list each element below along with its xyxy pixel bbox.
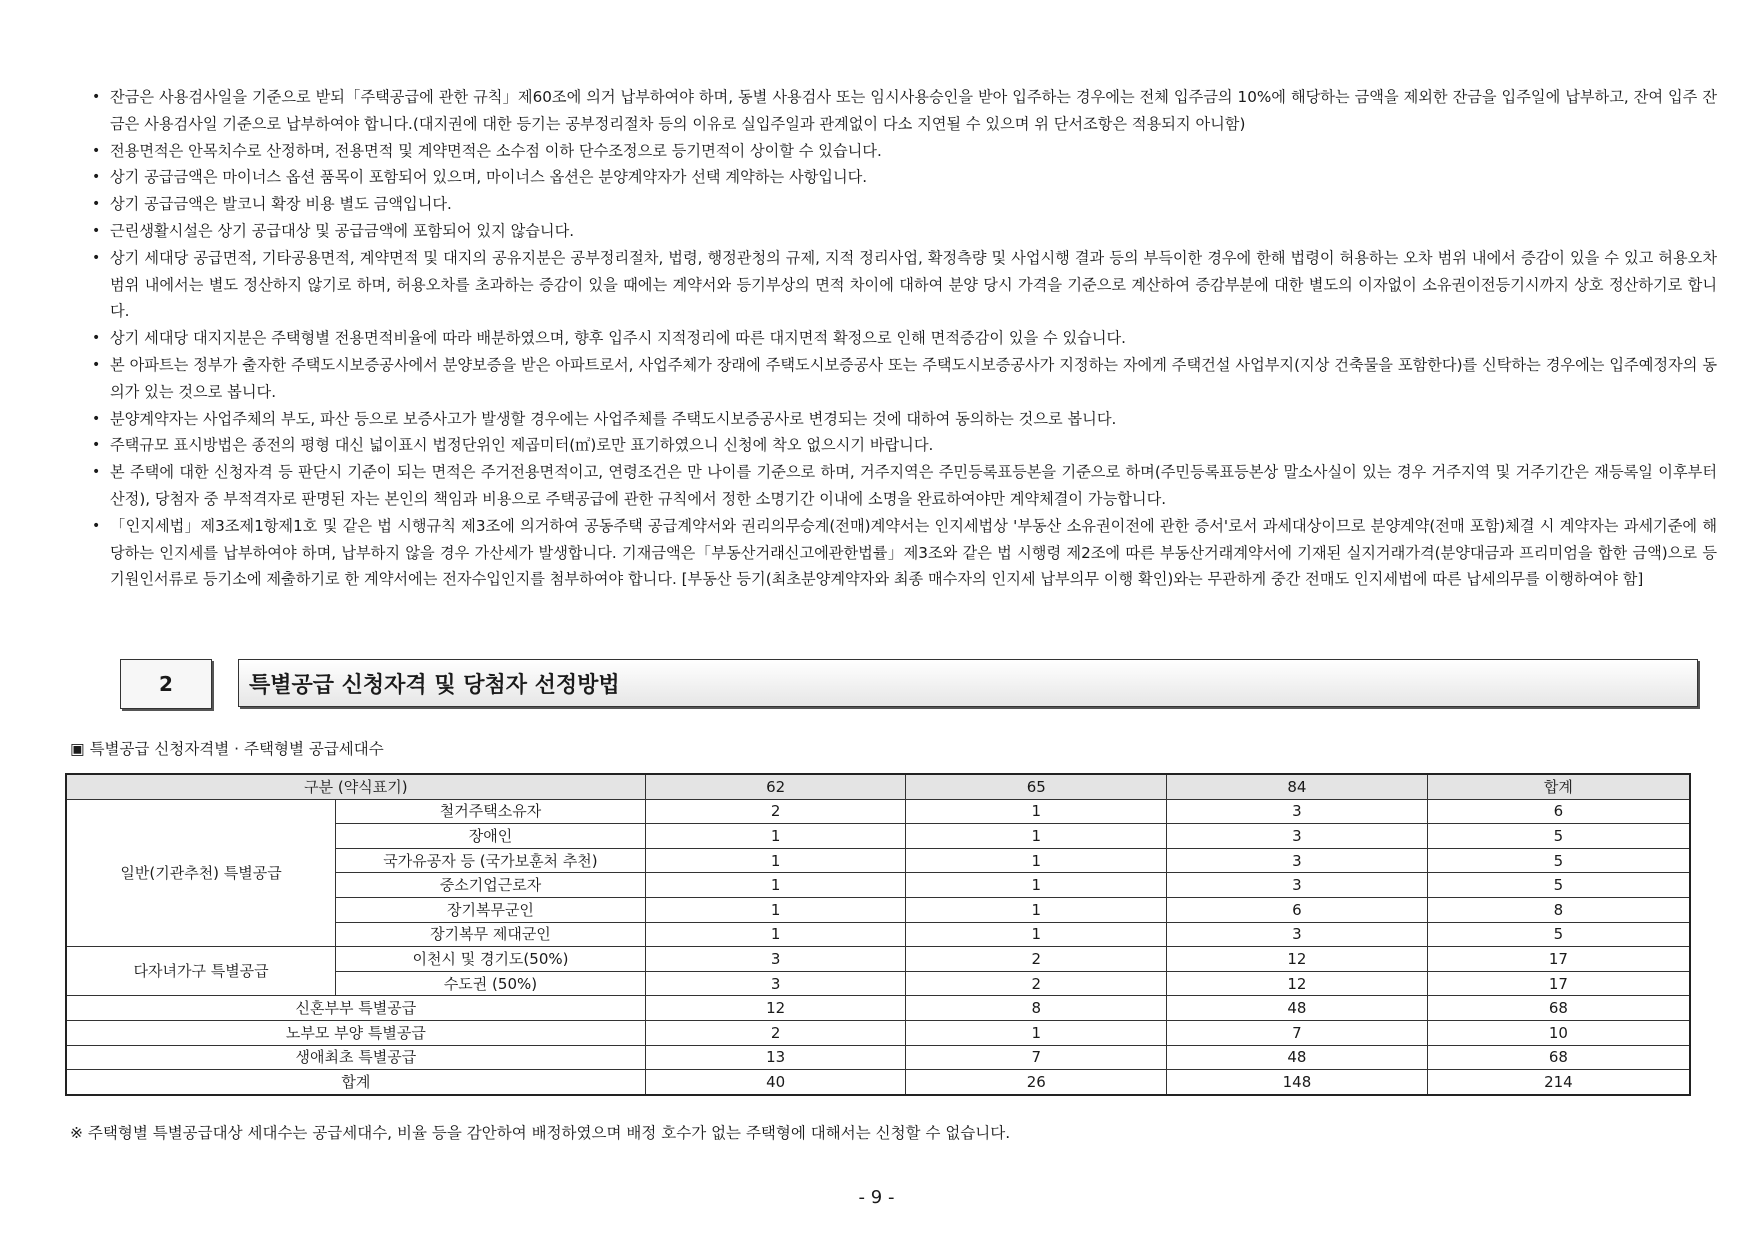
cell-value: 3 [1167,824,1428,849]
bullet-item: • 본 주택에 대한 신청자격 등 판단시 기준이 되는 면적은 주거전용면적이고, 연령조건은 만 나이를 기준으로 하며, 거주지역은 주민등록표등본을 기준으로 하며(주민등록표등본상 말소사실이 있는 경우 거주지역 및 거주기간은 재등록일 이후부터 산정), 당첨자 중 부적격자로 판명된 자는 본인의 책임과 비용으로 주택공급에 관한 규칙에서 정한 소명기간 이내에 소명을 완료하여야만 계약체결이 가능합니다. [92,459,1717,513]
page-number: - 9 - [858,1187,895,1208]
cell-value: 2 [645,799,906,824]
cell-value: 26 [906,1070,1167,1095]
row-label: 중소기업근로자 [336,873,646,898]
bullet-item: • 「인지세법」제3조제1항제1호 및 같은 법 시행규칙 제3조에 의거하여 공동주택 공급계약서와 권리의무승계(전매)계약서는 인지세법상 '부동산 소유권이전에 관한 증서'로서 과세대상이므로 분양계약(전매 포함)체결 시 계약자는 과세기준에 해당하는 인지세를 납부하여야 하며, 납부하지 않을 경우 가산세가 발생합니다. 기재금액은「부동산거래신고에관한법률」제3조와 같은 법 시행령 제2조에 따른 부동산거래계약서에 기재된 실지거래가격(분양대금과 프리미엄을 합한 금액)으로 등기원인서류로 등기소에 제출하기로 한 계약서에는 전자수입인지를 첨부하여야 합니다. [부동산 등기(최초분양계약자와 최종 매수자의 인지세 납부의무 이행 확인)와는 무관하게 중간 전매도 인지세법에 따른 납세의무를 이행하여야 함] [92,513,1717,593]
bullet-item: • 상기 공급금액은 발코니 확장 비용 별도 금액입니다. [92,191,1717,218]
group-multichild: 다자녀가구 특별공급 [66,947,336,996]
table-row [66,1020,1690,1045]
table-caption: ▣ 특별공급 신청자격별 · 주택형별 공급세대수 [70,740,384,758]
cell-value: 5 [1427,873,1690,898]
cell-value: 7 [906,1045,1167,1070]
cell-value: 6 [1167,897,1428,922]
cell-value: 1 [645,922,906,947]
cell-value: 12 [1167,947,1428,972]
header-type-62: 62 [645,774,906,799]
cell-value: 3 [1167,848,1428,873]
cell-value: 3 [645,947,906,972]
table-header-row [66,774,1690,799]
cell-value: 1 [906,824,1167,849]
cell-value: 2 [906,971,1167,996]
cell-value: 68 [1427,1045,1690,1070]
row-label: 장기복무군인 [336,897,646,922]
cell-value: 1 [906,848,1167,873]
cell-value: 5 [1427,922,1690,947]
cell-value: 17 [1427,971,1690,996]
row-label: 생애최초 특별공급 [66,1045,645,1070]
table-total-row [66,1070,1690,1095]
row-label: 장애인 [336,824,646,849]
bullet-item: • 상기 세대당 대지지분은 주택형별 전용면적비율에 따라 배분하였으며, 향후 입주시 지적정리에 따른 대지면적 확정으로 인해 면적증감이 있을 수 있습니다. [92,325,1717,352]
footnote: ※ 주택형별 특별공급대상 세대수는 공급세대수, 비율 등을 감안하여 배정하였으며 배정 호수가 없는 주택형에 대해서는 신청할 수 없습니다. [70,1124,1011,1142]
bullet-item: • 전용면적은 안목치수로 산정하며, 전용면적 및 계약면적은 소수점 이하 단수조정으로 등기면적이 상이할 수 있습니다. [92,138,1717,165]
cell-value: 1 [906,873,1167,898]
table-row [66,799,1690,824]
cell-value: 1 [645,848,906,873]
row-label: 국가유공자 등 (국가보훈처 추천) [336,848,646,873]
section-title: 특별공급 신청자격 및 당첨자 선정방법 [238,659,1698,707]
cell-value: 6 [1427,799,1690,824]
cell-value: 48 [1167,996,1428,1021]
table-row [66,996,1690,1021]
cell-value: 3 [1167,799,1428,824]
bullet-item: • 근린생활시설은 상기 공급대상 및 공급금액에 포함되어 있지 않습니다. [92,218,1717,245]
cell-value: 2 [906,947,1167,972]
cell-value: 48 [1167,1045,1428,1070]
table-row [66,1045,1690,1070]
cell-value: 148 [1167,1070,1428,1095]
row-label: 이천시 및 경기도(50%) [336,947,646,972]
table-row [66,947,1690,972]
cell-value: 1 [906,799,1167,824]
cell-value: 1 [645,897,906,922]
bullet-item: • 상기 세대당 공급면적, 기타공용면적, 계약면적 및 대지의 공유지분은 공부정리절차, 법령, 행정관청의 규제, 지적 정리사업, 확정측량 및 사업시행 결과 등의 부득이한 경우에 한해 법령이 허용하는 오차 범위 내에서 증감이 있을 수 있고 허용오차 범위 내에서는 별도 정산하지 않기로 하며, 허용오차를 초과하는 증감이 있을 때에는 계약서와 등기부상의 면적 차이에 대하여 분양 당시 가격을 기준으로 계산하여 증감부분에 대한 별도의 이자없이 소유권이전등기시까지 상호 정산하기로 합니다. [92,245,1717,325]
bullet-item: • 분양계약자는 사업주체의 부도, 파산 등으로 보증사고가 발생할 경우에는 사업주체를 주택도시보증공사로 변경되는 것에 대하여 동의하는 것으로 봅니다. [92,406,1717,433]
section-number: 2 [120,659,212,709]
cell-value: 13 [645,1045,906,1070]
cell-value: 5 [1427,848,1690,873]
notice-bullet-list [92,84,1717,593]
row-label-total: 합계 [66,1070,645,1095]
bullet-item: • 주택규모 표시방법은 종전의 평형 대신 넓이표시 법정단위인 제곱미터(㎡)로만 표기하였으니 신청에 착오 없으시기 바랍니다. [92,432,1717,459]
cell-value: 2 [645,1020,906,1045]
cell-value: 1 [906,922,1167,947]
cell-value: 7 [1167,1020,1428,1045]
header-type-65: 65 [906,774,1167,799]
row-label: 신혼부부 특별공급 [66,996,645,1021]
cell-value: 3 [1167,873,1428,898]
cell-value: 3 [645,971,906,996]
cell-value: 1 [645,873,906,898]
bullet-item: • 상기 공급금액은 마이너스 옵션 품목이 포함되어 있으며, 마이너스 옵션은 분양계약자가 선택 계약하는 사항입니다. [92,164,1717,191]
header-category: 구분 (약식표기) [66,774,645,799]
cell-value: 3 [1167,922,1428,947]
cell-value: 40 [645,1070,906,1095]
supply-table [65,773,1691,1096]
cell-value: 68 [1427,996,1690,1021]
header-total: 합계 [1427,774,1690,799]
cell-value: 5 [1427,824,1690,849]
row-label: 노부모 부양 특별공급 [66,1020,645,1045]
cell-value: 1 [645,824,906,849]
group-general: 일반(기관추천) 특별공급 [66,799,336,947]
cell-value: 8 [906,996,1167,1021]
header-type-84: 84 [1167,774,1428,799]
cell-value: 8 [1427,897,1690,922]
row-label: 장기복무 제대군인 [336,922,646,947]
cell-value: 17 [1427,947,1690,972]
cell-value: 12 [1167,971,1428,996]
cell-value: 10 [1427,1020,1690,1045]
cell-value: 12 [645,996,906,1021]
row-label: 철거주택소유자 [336,799,646,824]
cell-value: 214 [1427,1070,1690,1095]
bullet-item: • 잔금은 사용검사일을 기준으로 받되「주택공급에 관한 규칙」제60조에 의거 납부하여야 하며, 동별 사용검사 또는 임시사용승인을 받아 입주하는 경우에는 전체 입주금의 10%에 해당하는 금액을 제외한 잔금을 입주일에 납부하고, 잔여 입주 잔금은 사용검사일 기준으로 납부하여야 합니다.(대지권에 대한 등기는 공부정리절차 등의 이유로 실입주일과 관계없이 다소 지연될 수 있으며 위 단서조항은 적용되지 아니함) [92,84,1717,138]
cell-value: 1 [906,897,1167,922]
cell-value: 1 [906,1020,1167,1045]
row-label: 수도권 (50%) [336,971,646,996]
bullet-item: • 본 아파트는 정부가 출자한 주택도시보증공사에서 분양보증을 받은 아파트로서, 사업주체가 장래에 주택도시보증공사 또는 주택도시보증공사가 지정하는 자에게 주택건설 사업부지(지상 건축물을 포함한다)를 신탁하는 경우에는 입주예정자의 동의가 있는 것으로 봅니다. [92,352,1717,406]
